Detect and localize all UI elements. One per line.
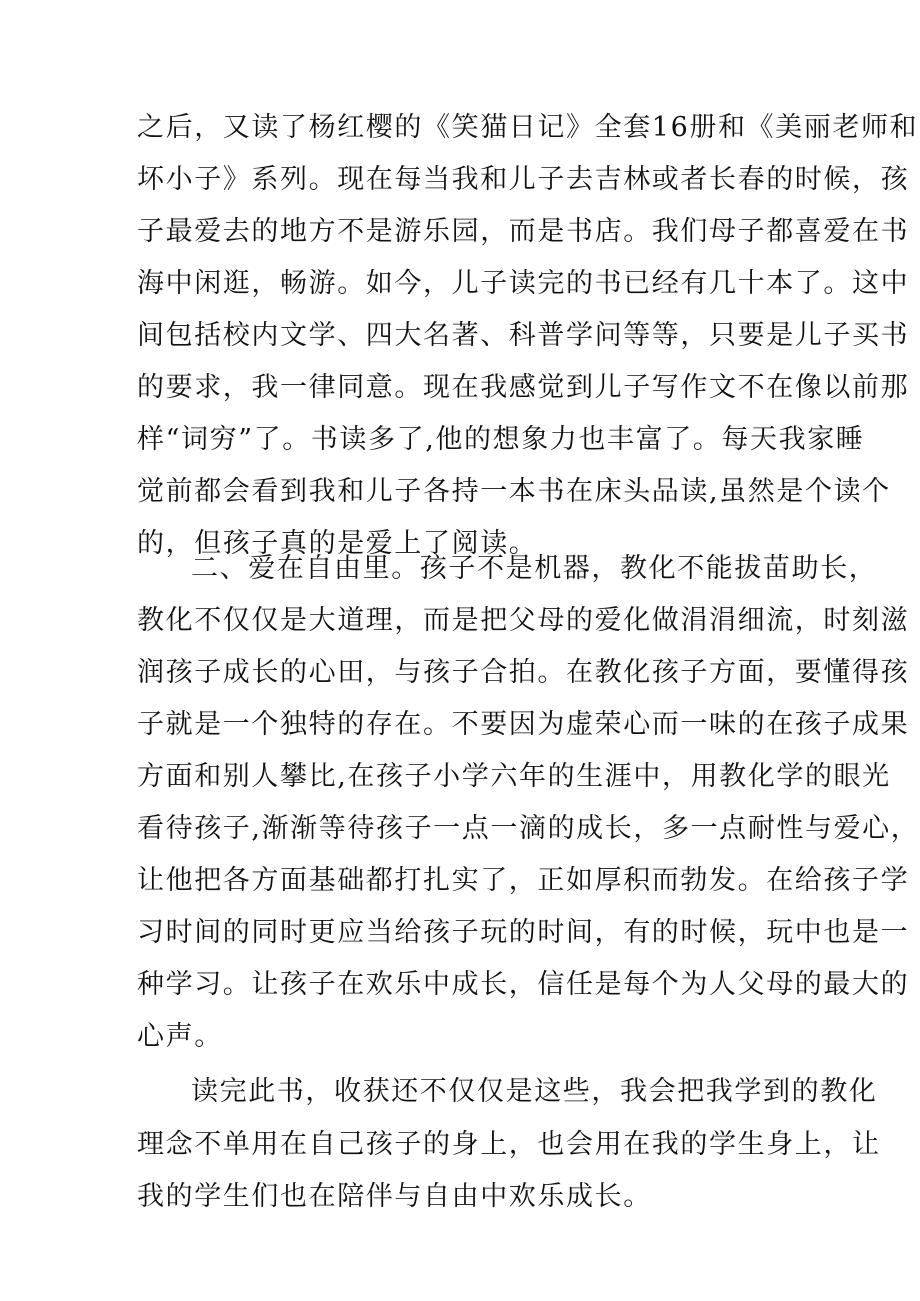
text-line: 的，但孩子真的是爱上了阅读。 xyxy=(137,528,538,559)
text-line: 样“词穷”了。书读多了,他的想象力也丰富了。每天我家睡 xyxy=(137,424,865,455)
text-line: 理念不单用在自己孩子的身上，也会用在我的学生身上，让 xyxy=(137,1129,881,1160)
text-line: 之后，又读了杨红樱的《笑猫日记》全套16册和《美丽老师和 xyxy=(137,112,919,143)
text-line: 种学习。让孩子在欢乐中成长，信任是每个为人父母的最大的 xyxy=(137,969,910,1000)
text-line: 习时间的同时更应当给孩子玩的时间，有的时候，玩中也是一 xyxy=(137,917,910,948)
text-line: 子最爱去的地方不是游乐园，而是书店。我们母子都喜爱在书 xyxy=(137,216,910,247)
text-line: 教化不仅仅是大道理，而是把父母的爱化做涓涓细流，时刻滋 xyxy=(137,605,910,636)
text-line: 海中闲逛，畅游。如今，儿子读完的书已经有几十本了。这中 xyxy=(137,268,910,299)
text-line: 心声。 xyxy=(137,1021,223,1052)
text-line: 方面和别人攀比,在孩子小学六年的生涯中，用教化学的眼光 xyxy=(137,761,891,792)
text-line: 让他把各方面基础都打扎实了，正如厚积而勃发。在给孩子学 xyxy=(137,865,910,896)
text-line: 我的学生们也在陪伴与自由中欢乐成长。 xyxy=(137,1181,652,1212)
text-line: 觉前都会看到我和儿子各持一本书在床头品读,虽然是个读个 xyxy=(137,476,891,507)
text-line: 的要求，我一律同意。现在我感觉到儿子写作文不在像以前那 xyxy=(137,372,910,403)
text-line: 间包括校内文学、四大名著、科普学问等等，只要是儿子买书 xyxy=(137,320,910,351)
text-line: 子就是一个独特的存在。不要因为虚荣心而一味的在孩子成果 xyxy=(137,709,910,740)
text-line: 看待孩子,渐渐等待孩子一点一滴的成长，多一点耐性与爱心， xyxy=(137,813,920,844)
text-line: 坏小子》系列。现在每当我和儿子去吉林或者长春的时候，孩 xyxy=(137,164,910,195)
text-line: 润孩子成长的心田，与孩子合拍。在教化孩子方面，要懂得孩 xyxy=(137,657,910,688)
text-line: 二、爱在自由里。孩子不是机器，教化不能拔苗助长， xyxy=(191,553,878,584)
text-line: 读完此书，收获还不仅仅是这些，我会把我学到的教化 xyxy=(191,1076,878,1107)
